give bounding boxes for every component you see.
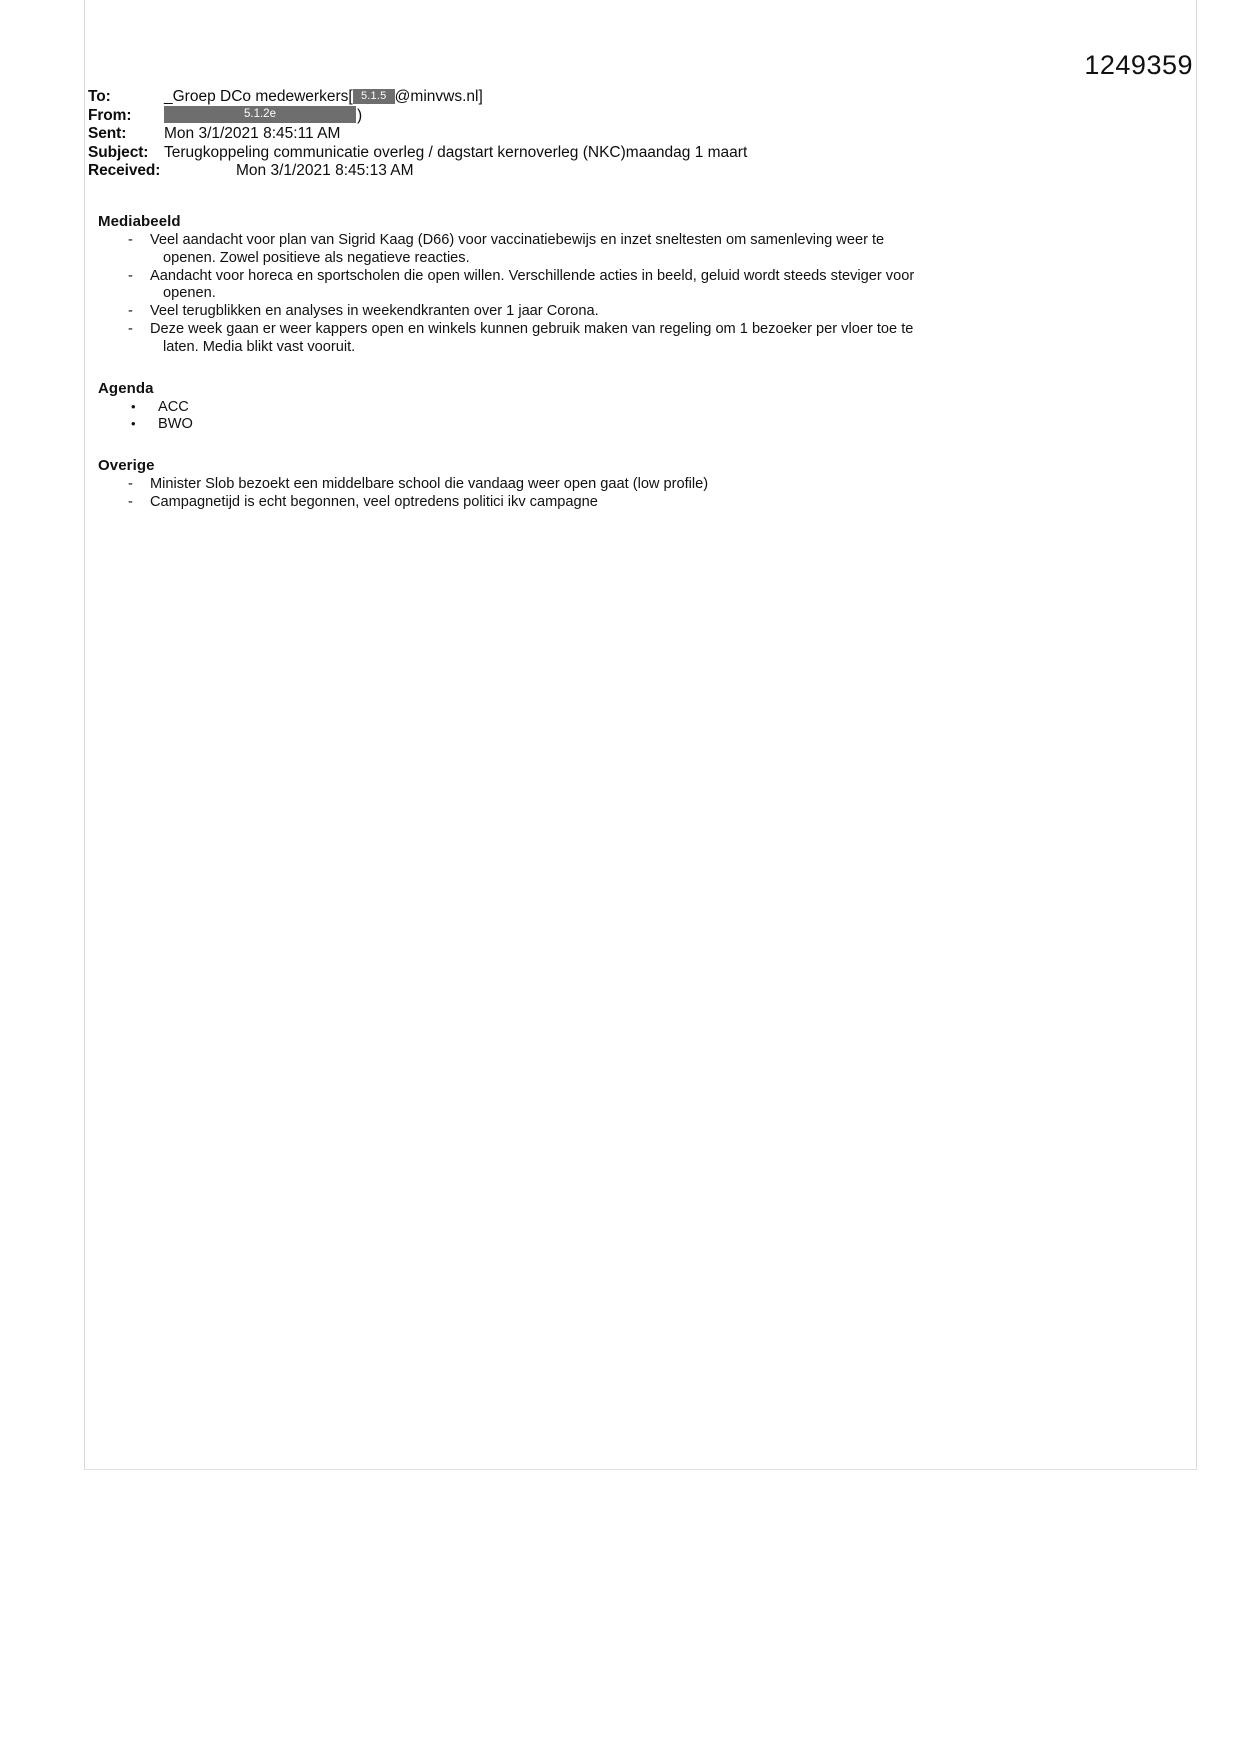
to-recipient-text: _Groep DCo medewerkers[ — [164, 88, 353, 105]
list-item — [98, 268, 1098, 304]
agenda-bullet-list — [98, 399, 1098, 435]
dash-marker: - — [128, 320, 133, 337]
page-edge-right — [1196, 0, 1197, 1470]
list-item-line-1: Veel aandacht voor plan van Sigrid Kaag (D66) voor vaccinatiebewijs en inzet sneltesten om samenleving weer te — [150, 232, 885, 248]
dash-marker: - — [128, 267, 133, 284]
to-value — [164, 88, 483, 107]
list-item-text: ACC — [158, 398, 189, 415]
list-item — [98, 321, 1098, 357]
section-title-mediabeeld: Mediabeeld — [98, 213, 181, 230]
header-row-to — [88, 88, 1148, 107]
redaction-box-515: 5.1.5 — [353, 89, 395, 104]
list-item-text: Campagnetijd is echt begonnen, veel optredens politici ikv campagne — [150, 493, 598, 510]
list-item-text — [150, 321, 1098, 357]
subject-value: Terugkoppeling communicatie overleg / dagstart kernoverleg (NKC)maandag 1 maart — [164, 143, 748, 161]
list-item-text: Minister Slob bezoekt een middelbare school die vandaag weer open gaat (low profile) — [150, 476, 709, 493]
header-row-received — [88, 162, 1148, 181]
section-spacer — [98, 357, 1098, 379]
section-title-agenda: Agenda — [98, 379, 154, 397]
header-row-from — [88, 107, 1148, 126]
redaction-box-512e: 5.1.2e — [164, 106, 356, 123]
list-item — [98, 232, 1098, 268]
to-domain-text: @minvws.nl] — [394, 88, 483, 105]
mediabeeld-bullet-list — [98, 232, 1098, 357]
list-item-text — [150, 268, 1098, 304]
list-item — [98, 476, 1098, 494]
list-item-text — [150, 232, 1098, 268]
page-edge-bottom — [84, 1469, 1197, 1470]
subject-label: Subject: — [88, 143, 149, 161]
overige-bullet-list — [98, 476, 1098, 512]
list-item — [98, 303, 1098, 321]
dot-marker: • — [131, 416, 136, 432]
list-item-text — [150, 303, 1098, 321]
received-label: Received: — [88, 162, 161, 180]
from-paren-text: ) — [357, 106, 363, 124]
email-body — [98, 212, 1098, 512]
dash-marker: - — [128, 303, 133, 320]
dash-marker: - — [128, 476, 133, 493]
list-item — [98, 494, 1098, 512]
dash-marker: - — [128, 232, 133, 248]
list-item-line-1: Veel terugblikken en analyses in weekendkranten over 1 jaar Corona. — [150, 303, 599, 320]
received-value: Mon 3/1/2021 8:45:13 AM — [236, 162, 414, 180]
list-item-line-1: Aandacht voor horeca en sportscholen die open willen. Verschillende acties in beeld, geluid wordt steeds steviger voor — [150, 267, 915, 284]
header-row-sent — [88, 125, 1148, 144]
sent-label: Sent: — [88, 125, 127, 143]
dash-marker: - — [128, 493, 133, 510]
list-item-line-1: Deze week gaan er weer kappers open en winkels kunnen gebruik maken van regeling om 1 bezoeker per vloer toe te — [150, 320, 914, 337]
header-row-subject — [88, 144, 1148, 163]
list-item-line-2: openen. Zowel positieve als negatieve reacties. — [163, 249, 470, 266]
list-item — [98, 416, 1098, 434]
dot-marker: • — [131, 398, 136, 414]
document-number: 1249359 — [1084, 50, 1193, 80]
from-label: From: — [88, 106, 132, 124]
list-item-line-2: openen. — [163, 285, 216, 302]
list-item-text: BWO — [158, 416, 193, 433]
list-item-line-2: laten. Media blikt vast vooruit. — [163, 338, 356, 355]
to-label: To: — [88, 88, 111, 105]
page-edge-left — [84, 0, 85, 1470]
email-header — [88, 88, 1148, 181]
section-title-overige: Overige — [98, 457, 155, 475]
sent-value: Mon 3/1/2021 8:45:11 AM — [164, 125, 341, 143]
from-value — [164, 107, 362, 126]
section-spacer — [98, 434, 1098, 456]
list-item — [98, 399, 1098, 417]
